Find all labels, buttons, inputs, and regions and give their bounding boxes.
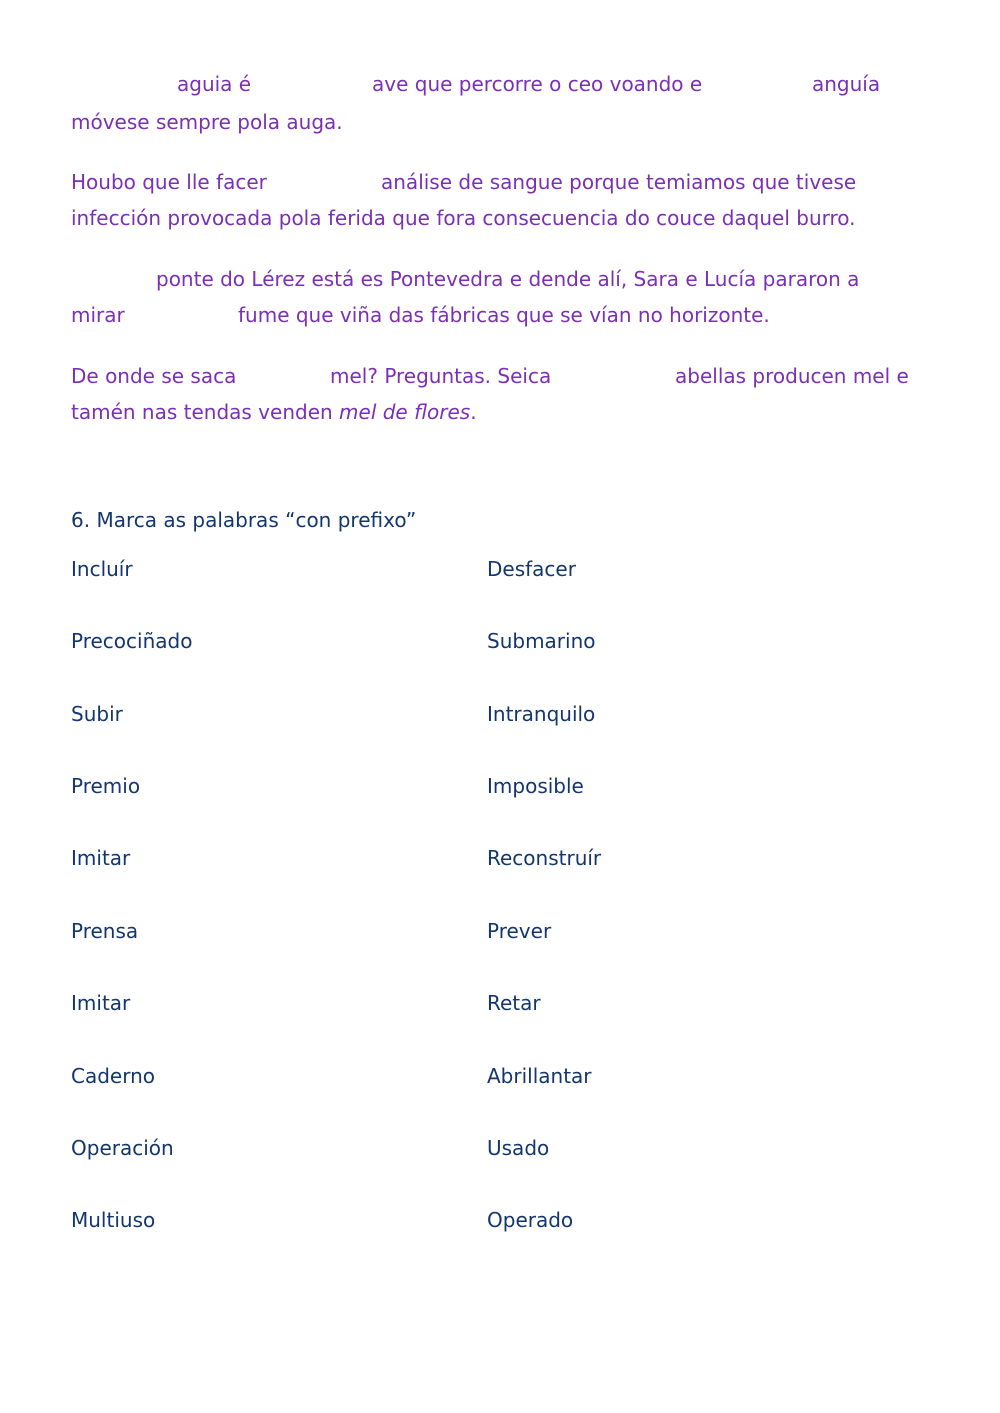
p4-text-c: abellas producen mel e [675, 364, 909, 388]
word-left[interactable]: Caderno [71, 1064, 156, 1088]
word-right[interactable]: Abrillantar [487, 1064, 592, 1088]
p1-text-a: aguia é [177, 72, 252, 96]
word-left[interactable]: Operación [71, 1136, 174, 1160]
word-right[interactable]: Prever [487, 919, 552, 943]
word-right[interactable]: Imposible [487, 774, 584, 798]
word-right[interactable]: Desfacer [487, 557, 576, 581]
p4-line2-end: . [470, 400, 477, 424]
word-left[interactable]: Multiuso [71, 1208, 156, 1232]
p2-text-a: Houbo que lle facer [71, 170, 267, 194]
word-left[interactable]: Imitar [71, 846, 131, 870]
word-left[interactable]: Imitar [71, 991, 131, 1015]
p2-line2: infección provocada pola ferida que fora consecuencia do couce daquel burro. [71, 206, 856, 230]
p2-text-b: análise de sangue porque temiamos que tivese [381, 170, 857, 194]
p3-line2-a: mirar [71, 303, 125, 327]
word-right[interactable]: Intranquilo [487, 702, 596, 726]
p4-text-a: De onde se saca [71, 364, 237, 388]
p4-line2 [71, 400, 477, 424]
p1-text-b: ave que percorre o ceo voando e [372, 72, 703, 96]
exercise-title: 6. Marca as palabras “con prefixo” [71, 508, 417, 532]
p3-text-a: ponte do Lérez está es Pontevedra e dende alí, Sara e Lucía pararon a [156, 267, 860, 291]
p4-line2-italic: mel de flores [339, 400, 471, 424]
word-left[interactable]: Premio [71, 774, 141, 798]
word-left[interactable]: Subir [71, 702, 123, 726]
word-right[interactable]: Reconstruír [487, 846, 602, 870]
p4-text-b: mel? Preguntas. Seica [330, 364, 552, 388]
p1-line2: móvese sempre pola auga. [71, 110, 343, 134]
word-left[interactable]: Prensa [71, 919, 139, 943]
word-left[interactable]: Incluír [71, 557, 133, 581]
word-right[interactable]: Operado [487, 1208, 574, 1232]
p4-line2-a: tamén nas tendas venden [71, 400, 340, 424]
word-right[interactable]: Submarino [487, 629, 596, 653]
word-left[interactable]: Precociñado [71, 629, 193, 653]
word-right[interactable]: Usado [487, 1136, 550, 1160]
p3-line2-b: fume que viña das fábricas que se vían no horizonte. [238, 303, 770, 327]
word-right[interactable]: Retar [487, 991, 541, 1015]
p1-text-c: anguía [812, 72, 881, 96]
